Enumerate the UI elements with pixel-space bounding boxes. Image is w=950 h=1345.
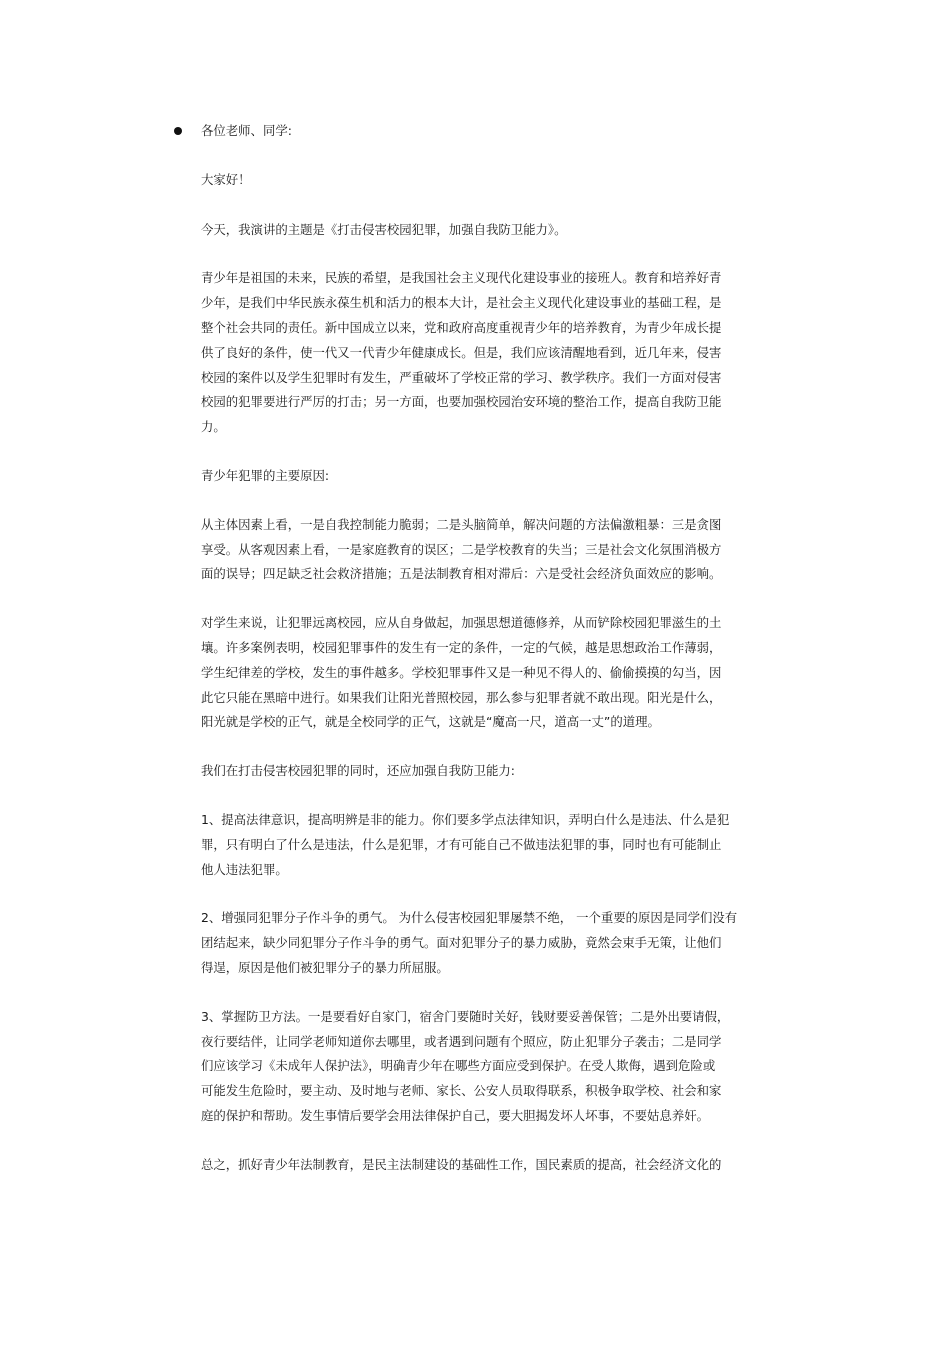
text-line: 壤。许多案例表明，校园犯罪事件的发生有一定的条件，一定的气候，越是思想政治工作薄弱， [201,639,722,655]
speech-body [201,119,791,1202]
point-2-paragraph [201,906,791,980]
text-line: 他人违法犯罪。 [201,861,288,877]
text-line: 1、提高法律意识，提高明辨是非的能力。你们要多学点法律知识，弄明白什么是违法、什么是犯 [201,811,730,827]
text-line: 对学生来说，让犯罪远离校园，应从自身做起，加强思想道德修养，从而铲除校园犯罪滋生的土 [201,615,722,631]
text-line: 少年，是我们中华民族永葆生机和活力的根本大计，是社会主义现代化建设事业的基础工程，是 [201,295,722,311]
salutation: 各位老师、同学: [201,123,292,138]
text-line: 今天，我演讲的主题是《打击侵害校园犯罪，加强自我防卫能力》。 [201,221,567,237]
text-line: 庭的保护和帮助。发生事情后要学会用法律保护自己，要大胆揭发坏人坏事，不要姑息养奸。 [201,1107,710,1123]
text-line: 享受。从客观因素上看，一是家庭教育的误区；二是学校教育的失当；三是社会文化氛围消极方 [201,541,722,557]
topic-paragraph [201,218,791,243]
point-3-paragraph [201,1005,791,1129]
text-line: 团结起来，缺少同犯罪分子作斗争的勇气。面对犯罪分子的暴力威胁，竟然会束手无策，让他们 [201,935,722,951]
text-line: 整个社会共同的责任。新中国成立以来，党和政府高度重视青少年的培养教育，为青少年成长提 [201,319,722,335]
text-line: 力。 [201,419,226,435]
text-line: 从主体因素上看，一是自我控制能力脆弱；二是头脑简单，解决问题的方法偏激粗暴：三是贪图 [201,516,722,532]
text-line: 青少年是祖国的未来，民族的希望，是我国社会主义现代化建设事业的接班人。教育和培养好青 [201,270,722,286]
text-line: 学生纪律差的学校，发生的事件越多。学校犯罪事件又是一种见不得人的、偷偷摸摸的勾当，因 [201,664,722,680]
text-line: 校园的犯罪要进行严厉的打击；另一方面，也要加强校园治安环境的整治工作，提高自我防卫能 [201,394,722,410]
students-paragraph [201,611,791,735]
bullet-icon [174,127,182,135]
causes-detail-paragraph [201,513,791,587]
text-line: 可能发生危险时，要主动、及时地与老师、家长、公安人员取得联系，积极争取学校、社会和家 [201,1083,722,1099]
text-line: 3、掌握防卫方法。一是要看好自家门，宿舍门要随时关好，钱财要妥善保管；二是外出要请假， [201,1008,730,1024]
point-1-paragraph [201,808,791,882]
causes-heading-paragraph [201,464,791,489]
text-line: 罪，只有明白了什么是违法，什么是犯罪，才有可能自己不做违法犯罪的事，同时也有可能制止 [201,836,722,852]
text-line: 夜行要结伴，让同学老师知道你去哪里，或者遇到问题有个照应，防止犯罪分子袭击；二是同学 [201,1033,722,1049]
text-line: 们应该学习《未成年人保护法》，明确青少年在哪些方面应受到保护。在受人欺侮，遇到危险或 [201,1058,716,1074]
paragraph-list [201,218,791,1178]
text-line: 阳光就是学校的正气，就是全校同学的正气，这就是“魔高一尺，道高一丈”的道理。 [201,714,660,730]
youth-importance-paragraph [201,266,791,440]
self-defense-intro-paragraph [201,759,791,784]
text-line: 面的误导；四足缺乏社会救济措施；五是法制教育相对滞后：六是受社会经济负面效应的影响。 [201,566,722,582]
text-line: 我们在打击侵害校园犯罪的同时，还应加强自我防卫能力: [201,763,515,779]
conclusion-paragraph [201,1153,791,1178]
text-line: 总之，抓好青少年法制教育，是民主法制建设的基础性工作，国民素质的提高，社会经济文化的 [201,1156,722,1172]
text-line: 校园的案件以及学生犯罪时有发生，严重破坏了学校正常的学习、教学秩序。我们一方面对侵害 [201,369,722,385]
text-line: 青少年犯罪的主要原因: [201,467,330,483]
greeting: 大家好！ [201,171,251,187]
text-line: 此它只能在黑暗中进行。如果我们让阳光普照校园，那么参与犯罪者就不敢出现。阳光是什么， [201,689,722,705]
text-line: 得逞，原因是他们被犯罪分子的暴力所屈服。 [201,959,449,975]
text-line: 供了良好的条件，使一代又一代青少年健康成长。但是，我们应该清醒地看到，近几年来，侵害 [201,344,722,360]
text-line: 2、增强同犯罪分子作斗争的勇气。 为什么侵害校园犯罪屡禁不绝， 一个重要的原因是同学们没有 [201,910,738,926]
